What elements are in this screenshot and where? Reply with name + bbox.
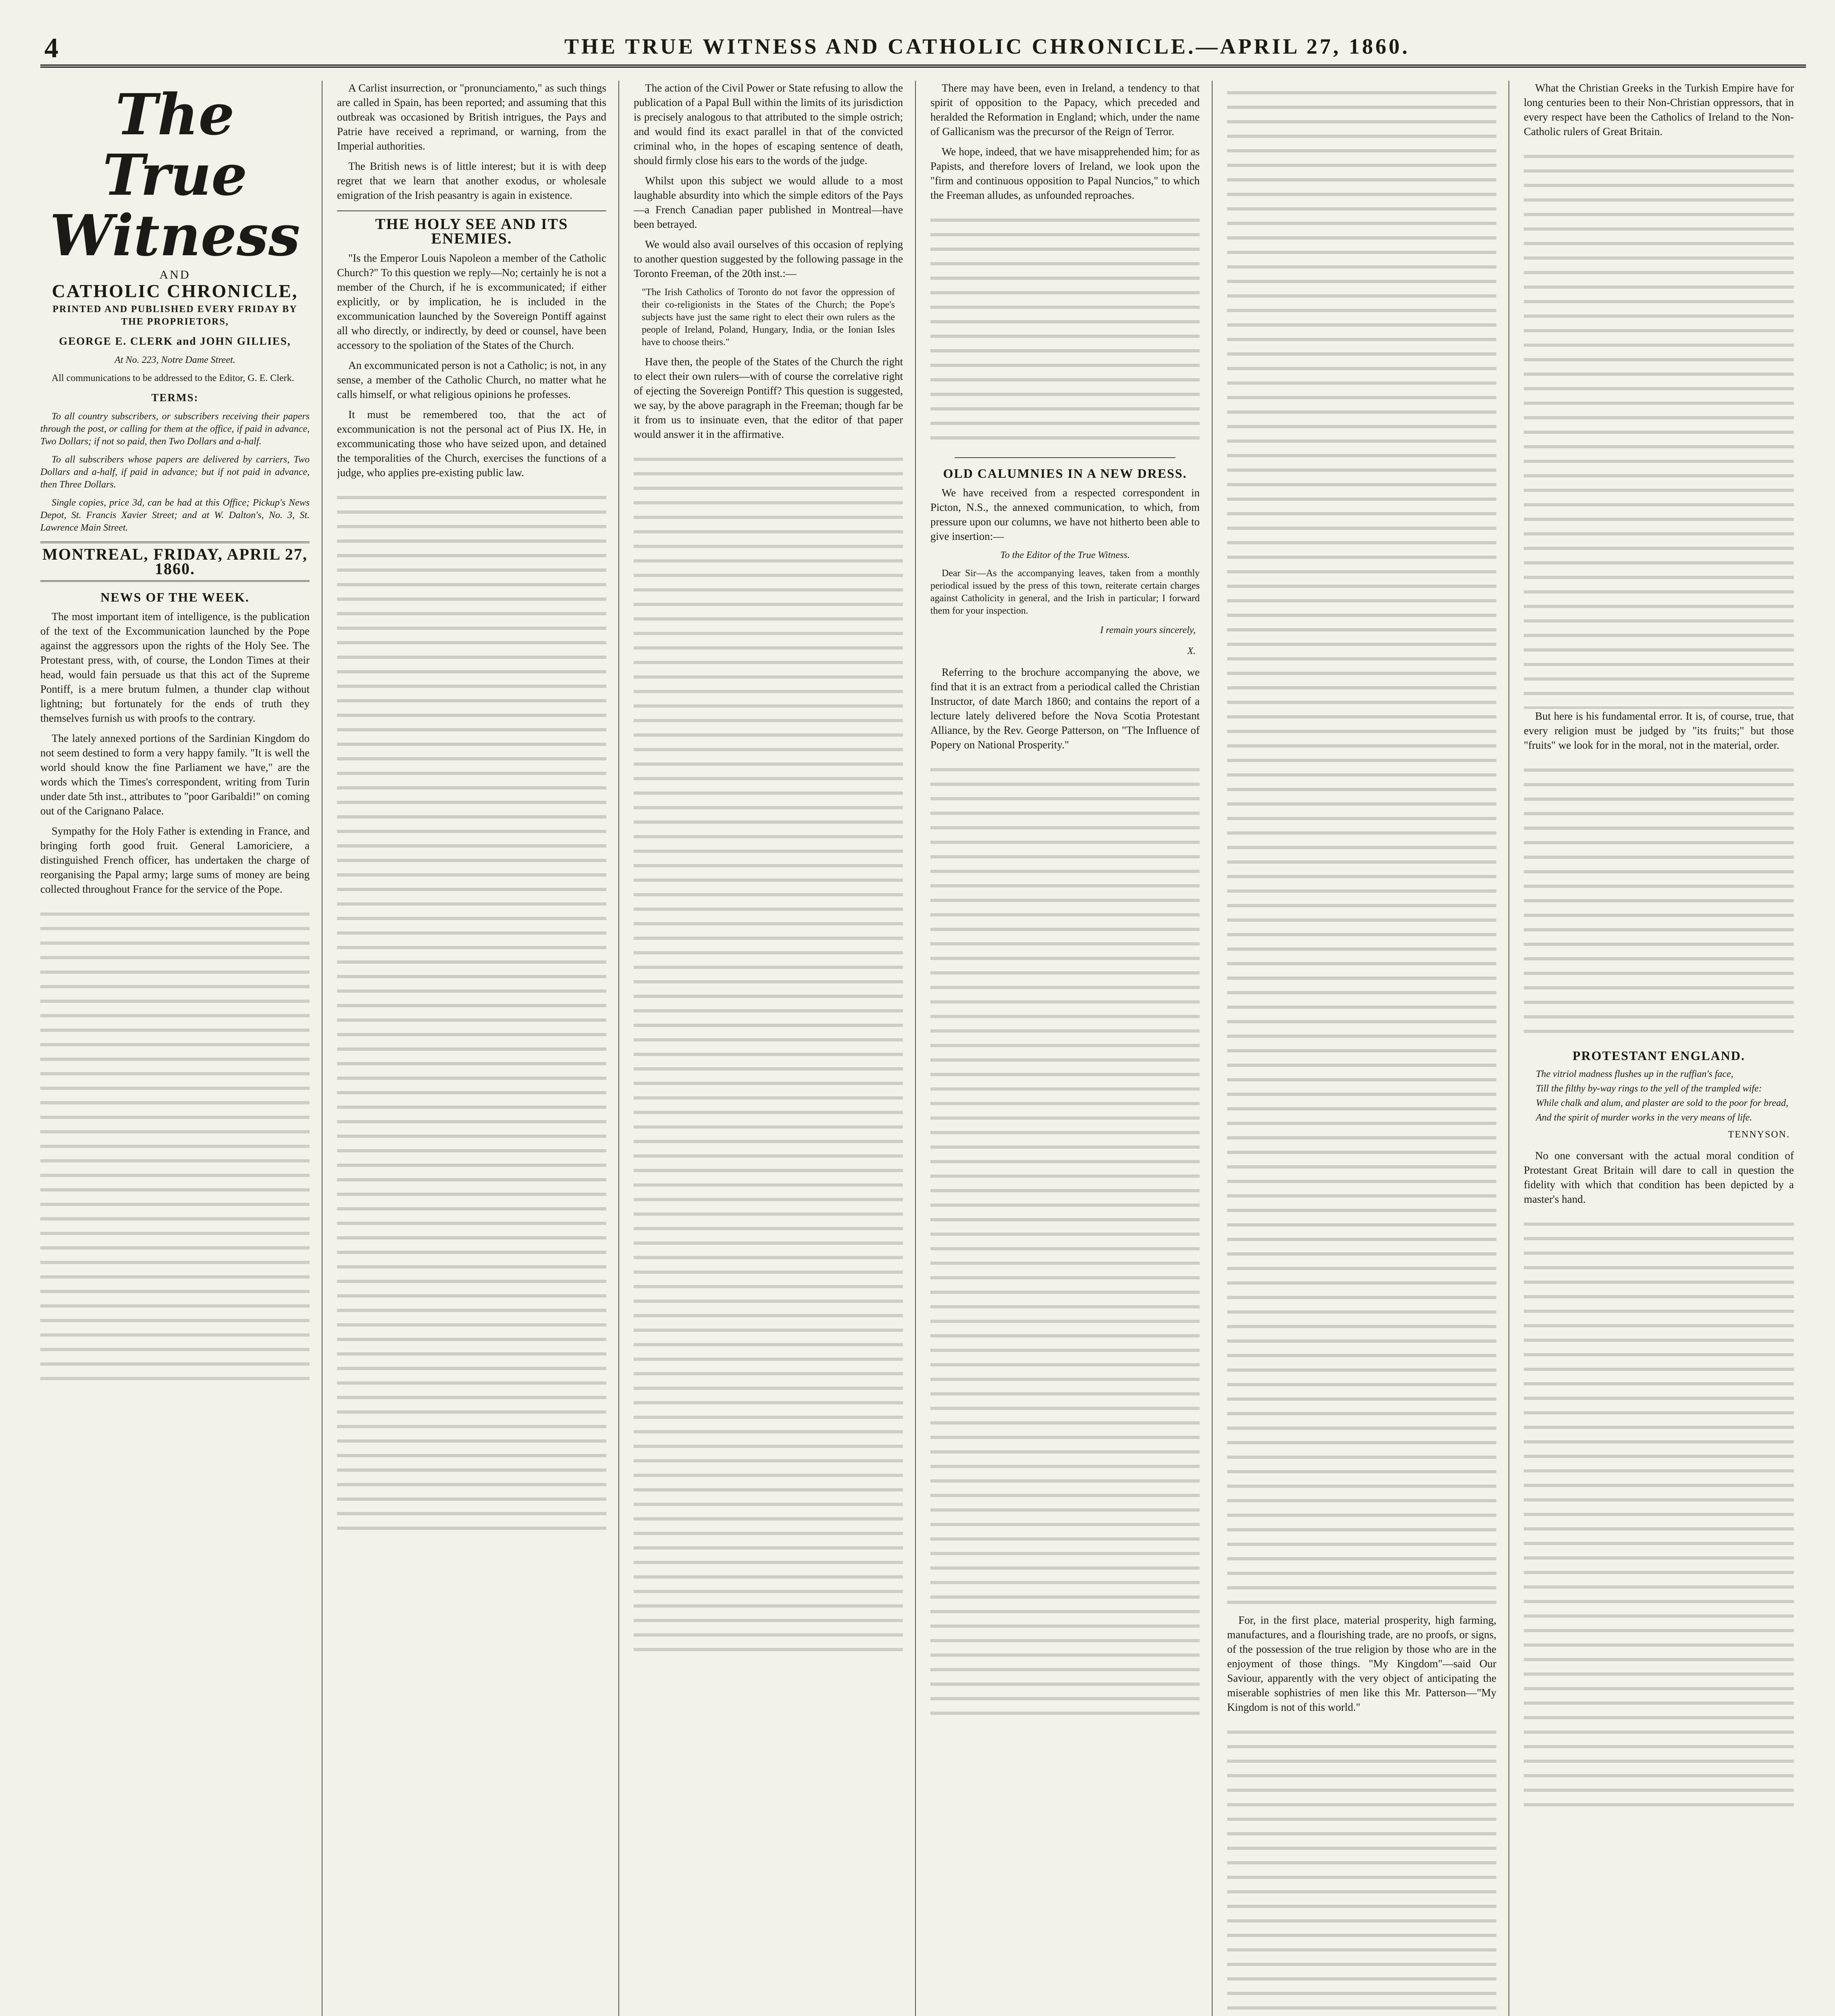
news-paragraph: Sympathy for the Holy Father is extending in France, and bringing forth good fruit. General Lamoriciere, a distinguished French officer, has undertaken the charge of reorganising the Papal army; large sums of money are being collected throughout France for the service of the Pope.	[40, 825, 310, 895]
page-number: 4	[44, 33, 61, 64]
terms-item: To all country subscribers, or subscribers receiving their papers through the post, or calling for them at the office, if paid in advance, Two Dollars; if not so paid, then Two Dollars and a-half.	[40, 411, 310, 447]
columns	[40, 81, 1806, 2016]
masthead-notice: All communications to be addressed to the Editor, G. E. Clerk.	[52, 373, 294, 383]
text-block	[930, 758, 1200, 1725]
poem-line: Till the filthy by-way rings to the yell of the trampled wife:	[1536, 1083, 1762, 1094]
column-6	[1524, 81, 1806, 2016]
letter-signoff: I remain yours sincerely,	[1100, 625, 1196, 635]
poem-attribution: TENNYSON.	[1728, 1129, 1790, 1140]
text-block	[337, 485, 606, 1534]
running-head	[40, 28, 1806, 68]
text-block	[40, 902, 310, 1386]
block-quote: "The Irish Catholics of Toronto do not favor the oppression of their co-religionists in the States of the Church; the Pope's subjects have just the same right to elect their own rulers as the people of Ireland, Poland, Hungary, India, or the Ionian Isles have to choose theirs."	[642, 287, 895, 348]
column-3	[634, 81, 916, 2016]
article-paragraph: Whilst upon this subject we would allude to a most laughable absurdity into which the simple editors of the Pays—a French Canadian paper published in Montreal—have been betrayed.	[634, 175, 903, 230]
article-paragraph: It must be remembered too, that the act of excommunication is not the personal act of Pius IX. He, in excommunicating those who have seized upon, and detained the temporalities of the Church, exercises the functions of a judge, who applies pre-existing public law.	[337, 408, 606, 479]
article-paragraph: What the Christian Greeks in the Turkish Empire have for long centuries been to their Non-Christian oppressors, that in every respect have been the Catholics of Ireland to the Non-Catholic rulers of Great Britain.	[1524, 82, 1794, 137]
text-block	[1524, 144, 1794, 709]
divider	[955, 457, 1175, 458]
article-paragraph: We hope, indeed, that we have misapprehended him; for as Papists, and therefore lovers of Ireland, we look upon the "firm and continuous opposition to Papal Nuncios," to which the Freeman alludes, as unfounded reproaches.	[930, 146, 1200, 201]
masthead-address: At No. 223, Notre Dame Street.	[114, 355, 235, 365]
newspaper-page	[40, 28, 1806, 2016]
poem	[1536, 1068, 1790, 1124]
article-paragraph: A Carlist insurrection, or "pronunciamento," as such things are called in Spain, has been reported; and assuming that this outbreak was occasioned by British intrigues, the Pays and Patrie have received a reprimand, or warning, from the Imperial authorities.	[337, 82, 606, 152]
text-block	[634, 447, 903, 1657]
column-5	[1227, 81, 1509, 2016]
article-paragraph: We would also avail ourselves of this occasion of replying to another question suggested by the following passage in the Toronto Freeman, of the 20th inst.:—	[634, 238, 903, 279]
article-heading: PROTESTANT ENGLAND.	[1573, 1048, 1745, 1063]
article-paragraph: There may have been, even in Ireland, a tendency to that spirit of opposition to the Papacy, which preceded and heralded the Reformation in England; which, under the name of Gallicanism was the precursor of the Reign of Terror.	[930, 82, 1200, 137]
article-heading: OLD CALUMNIES IN A NEW DRESS.	[943, 466, 1187, 481]
letter-body: Dear Sir—As the accompanying leaves, taken from a monthly periodical issued by the press of this town, reiterate certain charges against Catholicity in general, and the Irish in particular; I forward them for your inspection.	[930, 568, 1200, 616]
letter-salutation: To the Editor of the True Witness.	[1000, 550, 1130, 560]
text-block	[1227, 81, 1496, 1613]
article-paragraph: Have then, the people of the States of the Church the right to elect their own rulers—with of course the correlative right of ejecting the Sovereign Pontiff? This question is suggested, we say, by the above paragraph in the Freeman; though far be it from us to insinuate even, that the editor of that paper would answer it in the affirmative.	[634, 356, 903, 440]
article-paragraph: But here is his fundamental error. It is, of course, true, that every religion must be judged by "its fruits;" but those "fruits" we look for in the moral, not in the material, order.	[1524, 710, 1794, 751]
text-block	[930, 208, 1200, 450]
column-1	[40, 81, 322, 2016]
masthead-imprint: PRINTED AND PUBLISHED EVERY FRIDAY BY THE PROPRIETORS,	[52, 304, 298, 327]
article-paragraph: We have received from a respected correspondent in Picton, N.S., the annexed communication, to which, from pressure upon our columns, we have not hitherto been able to give insertion:—	[930, 487, 1200, 542]
poem-line: While chalk and alum, and plaster are sold to the poor for bread,	[1536, 1098, 1789, 1108]
terms-heading: TERMS:	[151, 392, 199, 404]
masthead-subtitle: CATHOLIC CHRONICLE,	[52, 281, 298, 301]
masthead-title: The True Witness	[50, 82, 300, 269]
article-paragraph: An excommunicated person is not a Catholic; is not, in any sense, a member of the Catholic Church, no matter what he calls himself, or what religious opinions he professes.	[337, 359, 606, 400]
poem-line: And the spirit of murder works in the very means of life.	[1536, 1112, 1752, 1123]
dateline: MONTREAL, FRIDAY, APRIL 27, 1860.	[40, 541, 310, 582]
article-paragraph: No one conversant with the actual moral condition of Protestant Great Britain will dare to call in question the fidelity with which that condition has been depicted by a master's hand.	[1524, 1150, 1794, 1205]
news-paragraph: The most important item of intelligence, is the publication of the text of the Excommunication launched by the Pope against the aggressors upon the rights of the Holy See. The Protestant press, with, of course, the London Times at their head, would fain persuade us that this act of the Supreme Pontiff, is a mere brutum fulmen, a thunder clap without lightning; but fortunately for the ends of truth they themselves furnish us with proofs to the contrary.	[40, 610, 310, 724]
terms-item: To all subscribers whose papers are delivered by carriers, Two Dollars and a-half, if paid in advance; but if not paid in advance, then Three Dollars.	[40, 454, 310, 490]
text-block	[1524, 1212, 1794, 1817]
column-2	[337, 81, 619, 2016]
masthead-and: AND	[159, 268, 191, 281]
news-heading: NEWS OF THE WEEK.	[100, 590, 250, 604]
letter-initial: X.	[1187, 646, 1196, 656]
column-4	[930, 81, 1213, 2016]
text-block	[1227, 1720, 1496, 2016]
running-title: THE TRUE WITNESS AND CATHOLIC CHRONICLE.—APRIL 27, 1860.	[564, 34, 1410, 58]
text-block	[1524, 758, 1794, 1040]
article-paragraph: The British news is of little interest; but it is with deep regret that we learn that another exodus, or wholesale emigration of the Irish peasantry is again in existence.	[337, 160, 606, 201]
article-paragraph: Referring to the brochure accompanying the above, we find that it is an extract from a periodical called the Christian Instructor, of date March 1860; and contains the report of a lecture lately delivered before the Nova Scotia Protestant Alliance, by the Rev. George Patterson, on "The Influence of Popery on National Prosperity."	[930, 666, 1200, 751]
article-paragraph: For, in the first place, material prosperity, high farming, manufactures, and a flourishing trade, are no proofs, or signs, of the possession of the true religion by those who are in the enjoyment of those things. "My Kingdom"—said Our Saviour, apparently with the very object of anticipating the miserable sophistries of men like this Mr. Patterson—"My Kingdom is not of this world."	[1227, 1614, 1496, 1713]
article-paragraph: The action of the Civil Power or State refusing to allow the publication of a Papal Bull within the limits of its jurisdiction is precisely analogous to that attributed to the simple ostrich; and would find its exact parallel in that of the convicted criminal who, in the hopes of escaping sentence of death, should firmly close his ears to the words of the judge.	[634, 82, 903, 167]
news-paragraph: The lately annexed portions of the Sardinian Kingdom do not seem destined to form a very happy family. "It is well the world should know the fine Parliament we have," are the words which the Times's correspondent, writing from Turin under date 5th inst., attributes to "poor Garibaldi!" on coming out of the Carignano Palace.	[40, 732, 310, 817]
masthead-proprietors: GEORGE E. CLERK and JOHN GILLIES,	[59, 335, 291, 347]
poem-line: The vitriol madness flushes up in the ruffian's face,	[1536, 1069, 1733, 1079]
terms-item: Single copies, price 3d, can be had at this Office; Pickup's News Depot, St. Francis Xavier Street; and at W. Dalton's, No. 3, St. Lawrence Main Street.	[40, 498, 310, 533]
article-heading: THE HOLY SEE AND ITS ENEMIES.	[337, 210, 606, 246]
article-paragraph: "Is the Emperor Louis Napoleon a member of the Catholic Church?" To this question we reply—No; certainly he is not a member of the Church, if he is excommunicated; if either explicitly, or by implication, he is included in the excommunication launched by the Sovereign Pontiff against all who directly, or indirectly, by deed or counsel, have been accessory to the spoliation of the States of the Church.	[337, 252, 606, 351]
